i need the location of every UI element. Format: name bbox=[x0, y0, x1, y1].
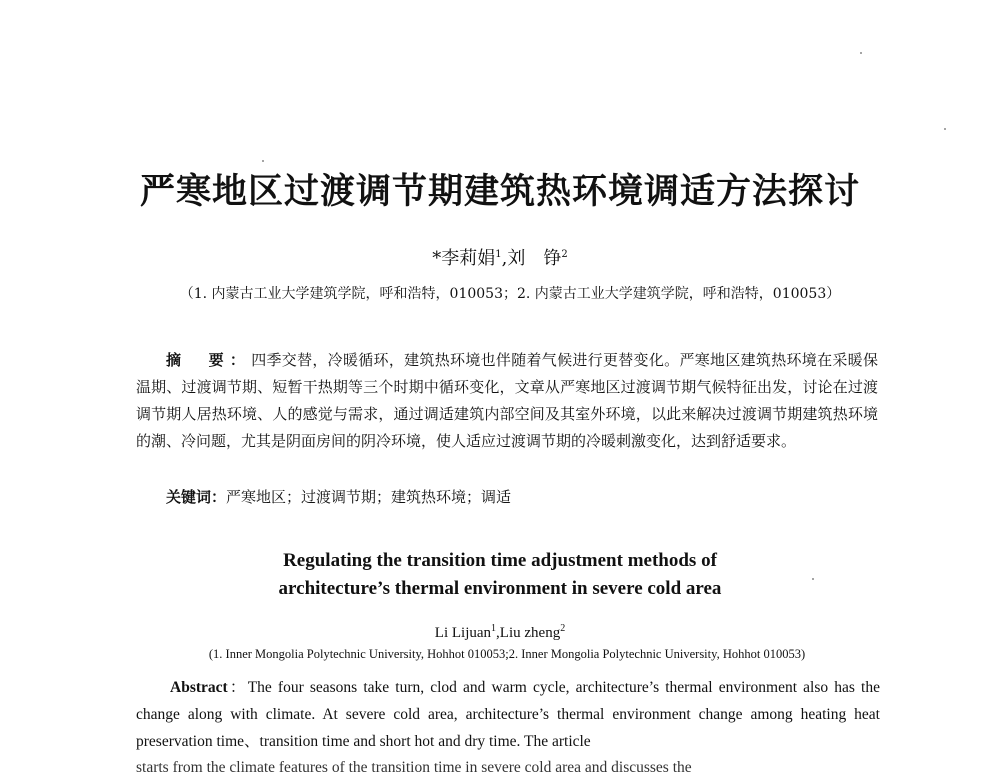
abstract-english bbox=[136, 674, 880, 755]
abstract-cn-text: 四季交替，冷暖循环，建筑热环境也伴随着气候进行更替变化。严寒地区建筑热环境在采暖保温期、过渡调节期、短暂干热期等三个时期中循环变化，文章从严寒地区过渡调节期气候特征出发，讨论在过渡调节期人居热环境、人的感觉与需求，通过调适建筑内部空间及其室外环境，以此来解决过渡调节期建筑热环境的潮、冷问题，尤其是阴面房间的阴冷环境，使人适应过渡调节期的冷暖刺激变化，达到舒适要求。 bbox=[136, 351, 878, 450]
title-en-line1: Regulating the transition time adjustment methods of bbox=[283, 550, 717, 571]
author-en-2: ,Liu zheng bbox=[496, 625, 561, 641]
title-chinese: 严寒地区过渡调节期建筑热环境调适方法探讨 bbox=[139, 171, 860, 212]
author-en-1: Li Lijuan bbox=[434, 625, 492, 641]
author-en-2-sup: 2 bbox=[560, 623, 566, 634]
keywords-cn-text: 严寒地区；过渡调节期；建筑热环境；调适 bbox=[226, 488, 512, 506]
scan-speck bbox=[944, 128, 946, 130]
abstract-en-cut-line: starts from the climate features of the transition time in severe cold area and discusses the bbox=[136, 759, 692, 776]
author-cn-2-sup: 2 bbox=[561, 249, 568, 260]
title-en-line2: architecture’s thermal environment in severe cold area bbox=[278, 578, 722, 599]
scan-speck bbox=[262, 160, 264, 162]
scan-speck bbox=[860, 52, 862, 54]
abstract-en-colon: ： bbox=[227, 679, 248, 696]
author-cn-1: *李莉娟 bbox=[432, 248, 496, 269]
abstract-cn-label: 摘 要： bbox=[166, 351, 252, 369]
authors-chinese bbox=[0, 243, 1000, 271]
author-en-1-sup: 1 bbox=[491, 623, 497, 634]
author-cn-2: ,刘 铮 bbox=[501, 248, 562, 269]
authors-english bbox=[0, 618, 1000, 644]
abstract-en-label: Abstract bbox=[170, 679, 228, 696]
abstract-en-text: The four seasons take turn, clod and warm cycle, architecture’s thermal environment also has the change along with climate. At severe cold area, architecture’s thermal environment change among heating heat preservation time、transition time and short hot and dry time. The article bbox=[136, 679, 880, 750]
title-english bbox=[0, 547, 1000, 603]
affiliation-english: (1. Inner Mongolia Polytechnic University, Hohhot 010053;2. Inner Mongolia Polytechnic University, Hohhot 010053) bbox=[208, 647, 806, 661]
author-cn-1-sup: 1 bbox=[495, 249, 502, 260]
affiliation-chinese: （1. 内蒙古工业大学建筑学院，呼和浩特，010053；2. 内蒙古工业大学建筑学院，呼和浩特，010053） bbox=[179, 286, 841, 302]
keywords-cn-label: 关键词： bbox=[166, 488, 227, 506]
keywords-chinese bbox=[166, 484, 866, 511]
abstract-chinese bbox=[136, 347, 878, 455]
